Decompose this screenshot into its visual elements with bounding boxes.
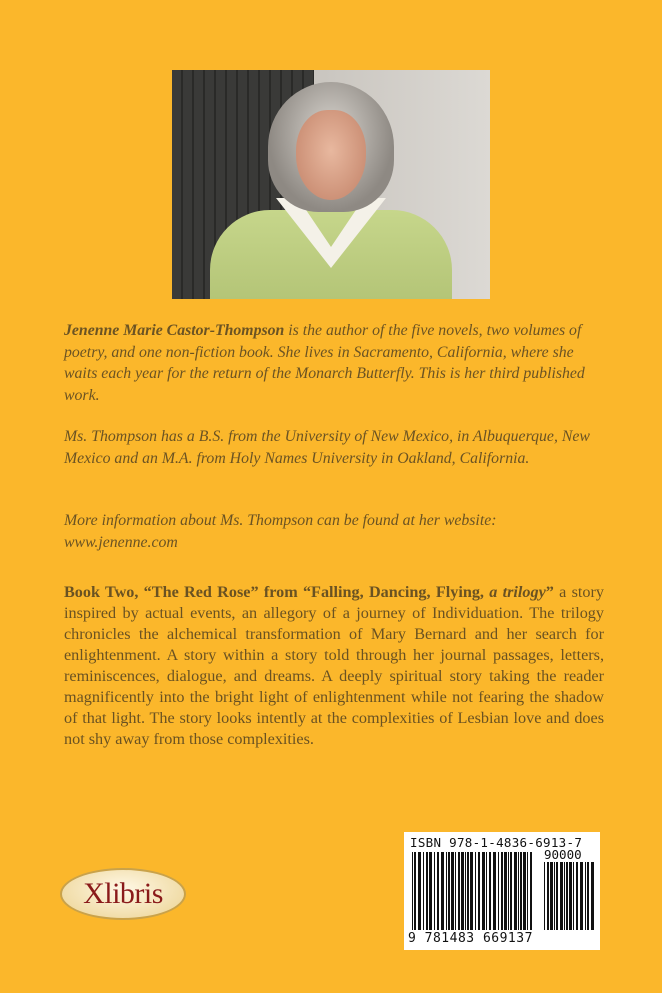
barcode-bar [461, 852, 464, 930]
publisher-logo [60, 868, 186, 920]
book-description [64, 582, 604, 750]
barcode-bar [520, 852, 522, 930]
barcode-bar [498, 852, 499, 930]
barcode-bar [482, 852, 485, 930]
barcode-bars-addon [544, 862, 594, 930]
barcode-bar [530, 852, 532, 930]
barcode-bar [465, 852, 466, 930]
barcode-bar [441, 852, 444, 930]
author-name: Jenenne Marie Castor-Thompson [64, 322, 285, 339]
barcode-bar [508, 852, 509, 930]
barcode-bar [556, 862, 558, 930]
barcode-bar [412, 852, 413, 930]
book-title-close: ” [545, 583, 554, 601]
barcode-bar [564, 862, 565, 930]
barcode-bar [414, 852, 416, 930]
barcode-bar [560, 862, 563, 930]
barcode-bar [510, 852, 512, 930]
barcode-bar [467, 852, 469, 930]
barcode-bar [429, 852, 432, 930]
barcode-bar [475, 852, 476, 930]
description-text: a story inspired by actual events, an allegory of a journey of Individuation. The trilogy chronicles the alchemical transformation of Mary Bernard and her search for enlightenment. A story within a story told through her journal passages, letters, reminiscences, dialogue, and dreams. A deeply spiritual story taking the reader magnificently into the bright light of enlightenment while not fearing the shadow of that light. The story looks intently at the complexities of Lesbian love and does not shy away from those complexities. [64, 583, 605, 748]
barcode-bar [451, 852, 454, 930]
barcode-bars-main [412, 852, 532, 930]
author-photo [172, 70, 490, 299]
price-code: 90000 [544, 847, 582, 862]
barcode-bar [573, 862, 574, 930]
barcode-bar [554, 862, 555, 930]
barcode-digits: 9 781483 669137 [408, 931, 533, 946]
barcode-bar [426, 852, 428, 930]
barcode-bar [437, 852, 439, 930]
barcode-bar [418, 852, 421, 930]
barcode-bar [504, 852, 507, 930]
barcode-bar [470, 852, 473, 930]
book-title-italic: a trilogy [489, 583, 546, 601]
barcode-bar [585, 862, 586, 930]
barcode-bar [489, 852, 491, 930]
barcode-bar [591, 862, 594, 930]
bio-paragraph-3: More information about Ms. Thompson can be found at her website: www.jenenne.com [64, 512, 497, 551]
barcode-bar [448, 852, 450, 930]
barcode-bar [580, 862, 583, 930]
barcode-bar [550, 862, 553, 930]
bio-paragraph-2: Ms. Thompson has a B.S. from the University of New Mexico, in Albuquerque, New Mexico and an M.A. from Holy Names University in Oakland, California. [64, 428, 590, 467]
barcode-bar [518, 852, 519, 930]
barcode-bar [501, 852, 503, 930]
barcode-bar [544, 862, 545, 930]
barcode-bar [587, 862, 589, 930]
barcode-bar [423, 852, 424, 930]
book-title-lead: Book Two, “The Red Rose” from “Falling, Dancing, Flying, [64, 583, 484, 601]
barcode-bar [458, 852, 460, 930]
barcode-bar [576, 862, 578, 930]
barcode-bar [569, 862, 572, 930]
barcode-bar [547, 862, 549, 930]
barcode-bar [455, 852, 456, 930]
barcode-bar [493, 852, 496, 930]
barcode-bar [527, 852, 528, 930]
barcode-bar [478, 852, 480, 930]
isbn-number: ISBN 978-1-4836-6913-7 [410, 835, 583, 850]
barcode-bar [514, 852, 517, 930]
bio-paragraph-1 [64, 320, 604, 406]
face [296, 110, 366, 200]
publisher-name: Xlibris [83, 877, 163, 910]
isbn-barcode [404, 832, 600, 950]
barcode-bar [434, 852, 435, 930]
barcode-bar [566, 862, 568, 930]
barcode-bar [446, 852, 447, 930]
barcode-bar [523, 852, 526, 930]
bio-text-1: is the author of the five novels, two volumes of poetry, and one non-fiction book. She lives in Sacramento, California, where she waits each year for the return of the Monarch Butterfly. This is her third published work. [64, 322, 585, 404]
barcode-bar [486, 852, 487, 930]
